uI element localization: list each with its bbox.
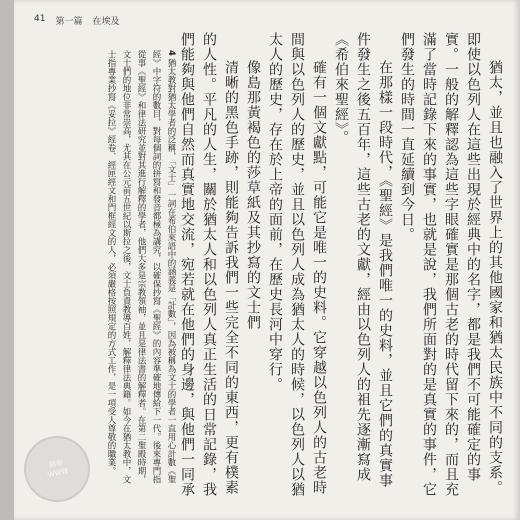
watermark-line-1: 開卷 xyxy=(48,458,64,470)
footnote-text: 猶太教對猶太學者的泛稱，「文士」一詞在希伯來語中的涵義是「計數」，因為被稱為文士的學者一直用心計數《聖經》中字符的數目，對每個詞的拼寫和發音都極為講究，以確保抄寫《聖經》的內容準確地傳給下一代。後來專門指從事《聖經》和律法研究並對其進行解釋的學者，他們大多是宗教領袖，並且是律法書的解釋者。在第二聖殿時期，文士們的地位非常崇高，尤其在公元前五世紀以斯拉之後，文士負責教導百姓，解釋律法典籍。如今在猶太教中，文士指專業抄寫《妥拉》經卷、經匣經文和門框經文的人，必須嚴格按照規定的方式工作，是一項受人尊敬的職業。 xyxy=(106,50,176,484)
footnote xyxy=(103,50,178,490)
body-paragraph: 在那樣一段時代，《聖經》是我們唯一的史料，並且它們的真實事件發生之後五百年，這些古老的文獻，經由以色列人的祖先逐漸寫成《希伯來聖經》。 xyxy=(333,32,393,488)
footnote-column xyxy=(38,50,178,490)
section-label: 在埃及 xyxy=(92,17,120,27)
section-heading xyxy=(242,32,264,502)
page-number: 41 xyxy=(34,14,46,24)
main-text-column xyxy=(176,32,506,502)
body-paragraph: 確有一個文獻點，可能它是唯一的史料。它穿越以色列人的古老時間與以色列人的歷史，並且以色列人成為猶太人的時候，以色列人以猶太人的歷史，存在於上帝的面前，在歷史長河中穿行。 xyxy=(267,32,327,497)
body-paragraph: 清晰的黑色手跡，則能夠告訴我們一些完全不同的東西，更有樸素的人性。平凡的人生，關於猶太人和以色列人真正生活的日常記錄，我們能夠與他們自然而真實地交流，宛若就在他們的身邊，與他們一同承 xyxy=(179,32,239,497)
chapter-label: 第一篇 xyxy=(55,17,83,27)
body-paragraph: 猶太，並且也融入了世界上的其他國家和猶太民族中不同的支系。即使以色列人在這些出現於經典中的名字，都是我們不可能確定的事實。一般的解釋認為這些字眼確實是那個古老的時代留下來的，而且充滿了當時記錄下來的事實，也就是說，我們所面對的是真實的事件，它們發生的時間一直延續到今日。 xyxy=(399,32,503,497)
section-heading-text: 像島那黃褐色的莎草紙及其抄寫的文士們 xyxy=(245,60,261,330)
watermark-line-2: WWW xyxy=(46,466,69,479)
running-header xyxy=(34,14,119,27)
footnote-number: 4 xyxy=(166,50,176,56)
book-page xyxy=(14,0,520,520)
